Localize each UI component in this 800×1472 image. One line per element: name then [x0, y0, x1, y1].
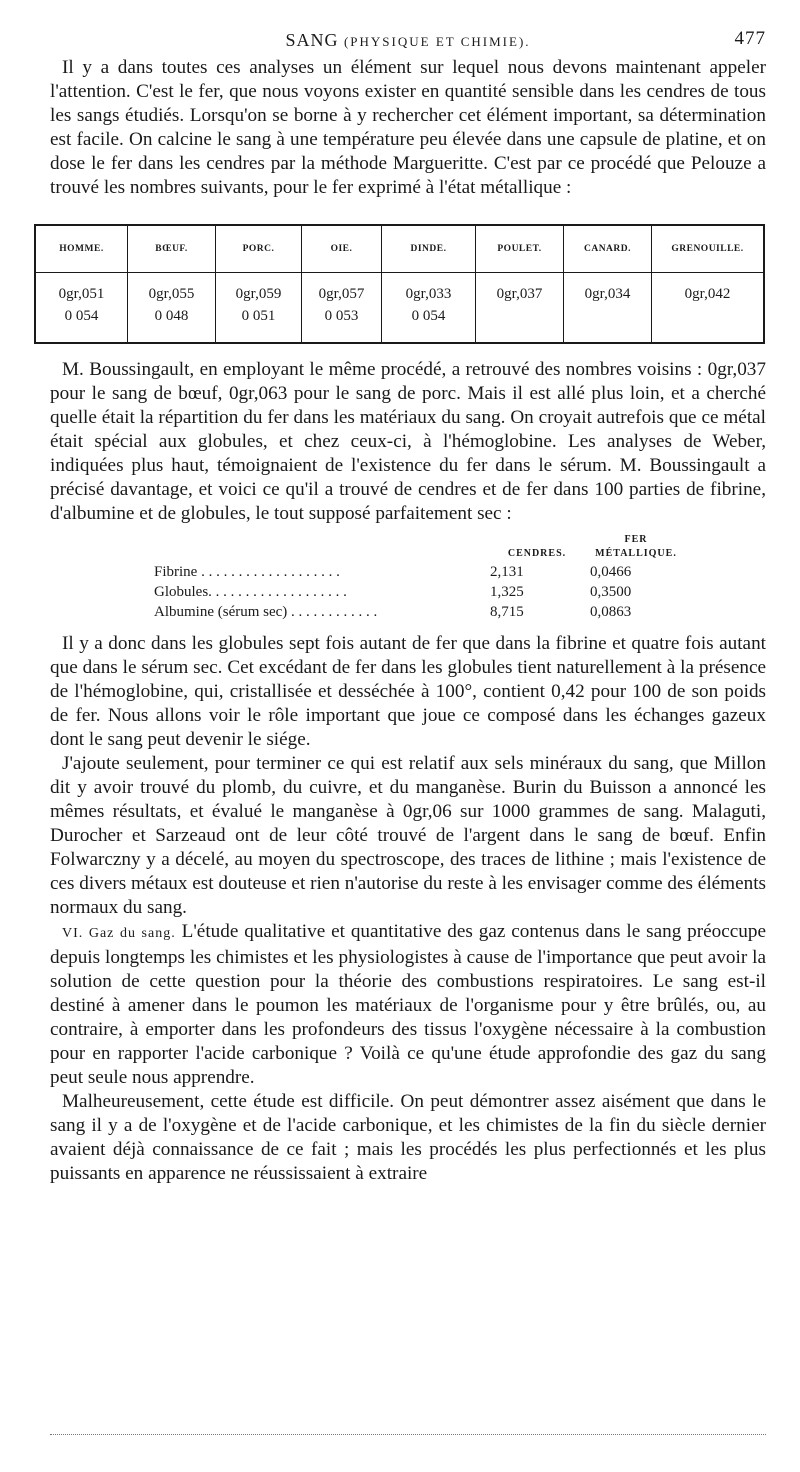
- iron-table-column: [476, 273, 564, 343]
- running-title-main: SANG: [285, 30, 339, 50]
- running-title: [50, 30, 766, 51]
- ash-table-cendres: 8,715: [490, 604, 524, 620]
- paragraph-malheureusement: Malheureusement, cette étude est difficile. On peut démontrer assez aisément que dans le sang il y a de l'oxygène et de l'acide carbonique, et les chimistes de la fin du siècle dernier avaient déjà connaissance de ce fait ; mais les procédés les plus perfectionnés et les plus puissants en apparence ne réussissaient à extraire: [50, 1091, 766, 1184]
- iron-table-cell: 0 048: [154, 308, 189, 324]
- paragraph-gaz-text: L'étude qualitative et quantitative des gaz contenus dans le sang préoccupe depuis longtemps les chimistes et les physiologistes à cause de l'importance que peut avoir la solution de cette question pour la théorie des combustions respiratoires. Le sang est-il destiné à amener dans le poumon les matériaux de l'organisme pour y être brûlés, ou, au contraire, à emporter dans les profondeurs des tissus l'oxygène nécessaire à la combustion pour en rapporter l'acide carbonique ? Voilà ce qu'une étude approfondie des gaz du sang peut seule nous apprendre.: [50, 921, 766, 1088]
- page: [50, 24, 766, 1186]
- running-header: [50, 24, 766, 56]
- iron-table-header: DINDE.: [382, 226, 476, 272]
- ash-table-label: Fibrine . . . . . . . . . . . . . . . . . . .: [154, 564, 340, 580]
- iron-table-cell: 0 051: [241, 308, 276, 324]
- iron-table-cell: 0gr,057: [318, 286, 365, 302]
- iron-table-cell: 0gr,051: [58, 286, 105, 302]
- ash-table-row: [154, 564, 694, 582]
- iron-table-column: [302, 273, 382, 343]
- ash-table-label: Globules. . . . . . . . . . . . . . . . . . .: [154, 584, 347, 600]
- ash-table-cendres: 1,325: [490, 584, 524, 600]
- ash-table-header-fer: FER: [624, 534, 648, 545]
- iron-table-body: [36, 273, 763, 343]
- iron-table-column: [652, 273, 763, 343]
- paragraph-iron-intro: Il y a dans toutes ces analyses un élément sur lequel nous devons maintenant appeler l'attention. C'est le fer, que nous voyons exister en quantité sensible dans les cendres de tous les sangs étudiés. Lorsqu'on se borne à y rechercher cet élément important, sa détermination est facile. On calcine le sang à une température peu élevée dans une capsule de platine, et on dose le fer dans les cendres par la méthode Margueritte. C'est par ce procédé que Pelouze a trouvé les nombres suivants, pour le fer exprimé à l'état métallique :: [50, 57, 766, 198]
- bottom-rule: [50, 1434, 766, 1435]
- iron-table-column: [382, 273, 476, 343]
- ash-table-fer: 0,0466: [590, 564, 632, 580]
- iron-table-column: [216, 273, 302, 343]
- iron-table-cell: 0gr,034: [584, 286, 631, 302]
- running-title-sub: (PHYSIQUE ET CHIMIE).: [343, 34, 531, 49]
- iron-table-cell: 0gr,055: [148, 286, 195, 302]
- paragraph-gaz: [50, 920, 766, 1090]
- iron-table-cell: 0gr,042: [684, 286, 731, 302]
- ash-table-header-fer-metallique: MÉTALLIQUE.: [595, 548, 677, 559]
- iron-table-column: [128, 273, 216, 343]
- iron-table-header: OIE.: [302, 226, 382, 272]
- ash-table-label: Albumine (sérum sec) . . . . . . . . . . . .: [154, 604, 378, 620]
- ash-table-row: [154, 604, 694, 622]
- iron-table-column: [564, 273, 652, 343]
- ash-table-fer: 0,3500: [590, 584, 632, 600]
- ash-table-header-cendres: CENDRES.: [507, 548, 567, 559]
- ash-table-row: [154, 584, 694, 602]
- iron-table-header-row: [36, 226, 763, 273]
- iron-table-header: HOMME.: [36, 226, 128, 272]
- iron-table-header: PORC.: [216, 226, 302, 272]
- iron-table-cell: 0 054: [411, 308, 446, 324]
- iron-table-cell: 0gr,037: [496, 286, 543, 302]
- ash-table: [50, 534, 766, 626]
- ash-table-fer: 0,0863: [590, 604, 632, 620]
- section-heading-gaz: VI. Gaz du sang.: [62, 926, 176, 941]
- iron-table-cell: 0gr,033: [405, 286, 452, 302]
- iron-table-header: POULET.: [476, 226, 564, 272]
- iron-table-header: CANARD.: [564, 226, 652, 272]
- iron-table-cell: 0 054: [64, 308, 99, 324]
- iron-table-header: BŒUF.: [128, 226, 216, 272]
- iron-table-column: [36, 273, 128, 343]
- ash-table-cendres: 2,131: [490, 564, 524, 580]
- paragraph-mineraux: J'ajoute seulement, pour terminer ce qui est relatif aux sels minéraux du sang, que Millon dit y avoir trouvé du plomb, du cuivre, et du manganèse. Burin du Buisson a annoncé les mêmes résultats, et évalué le manganèse à 0gr,06 sur 1000 grammes de sang. Malaguti, Durocher et Sarzeaud ont de leur côté trouvé de l'argent dans le sang de bœuf. Enfin Folwarczny y a décelé, au moyen du spectroscope, des traces de lithine ; mais l'existence de ces divers métaux est douteuse et rien n'autorise du reste à les envisager comme des éléments normaux du sang.: [50, 753, 766, 918]
- iron-table-header: GRENOUILLE.: [671, 244, 744, 254]
- iron-table-cell: 0gr,059: [235, 286, 282, 302]
- paragraph-boussingault: M. Boussingault, en employant le même procédé, a retrouvé des nombres voisins : 0gr,037 pour le sang de bœuf, 0gr,063 pour le sang de porc. Mais il est allé plus loin, et a cherché quelle était la répartition du fer dans les matériaux du sang. On croyait autrefois que ce métal était spécial aux globules, et chez ceux-ci, à l'hémoglobine. Les analyses de Weber, indiquées plus haut, témoignaient de l'existence du fer dans le sérum. M. Boussingault a précisé davantage, et voici ce qu'il a trouvé de cendres et de fer dans 100 parties de fibrine, d'albumine et de globules, le tout supposé parfaitement sec :: [50, 359, 766, 524]
- iron-table: [34, 224, 765, 344]
- paragraph-globules: Il y a donc dans les globules sept fois autant de fer que dans la fibrine et quatre fois autant que dans le sérum sec. Cet excédant de fer dans les globules tient naturellement à la présence de l'hémoglobine, qui, cristallisée et desséchée à 100°, contient 0,42 pour 100 de son poids de fer. Nous allons voir le rôle important que joue ce composé dans les échanges gazeux dont le sang peut devenir le siége.: [50, 633, 766, 750]
- page-number: 477: [734, 28, 766, 49]
- iron-table-cell: 0 053: [324, 308, 359, 324]
